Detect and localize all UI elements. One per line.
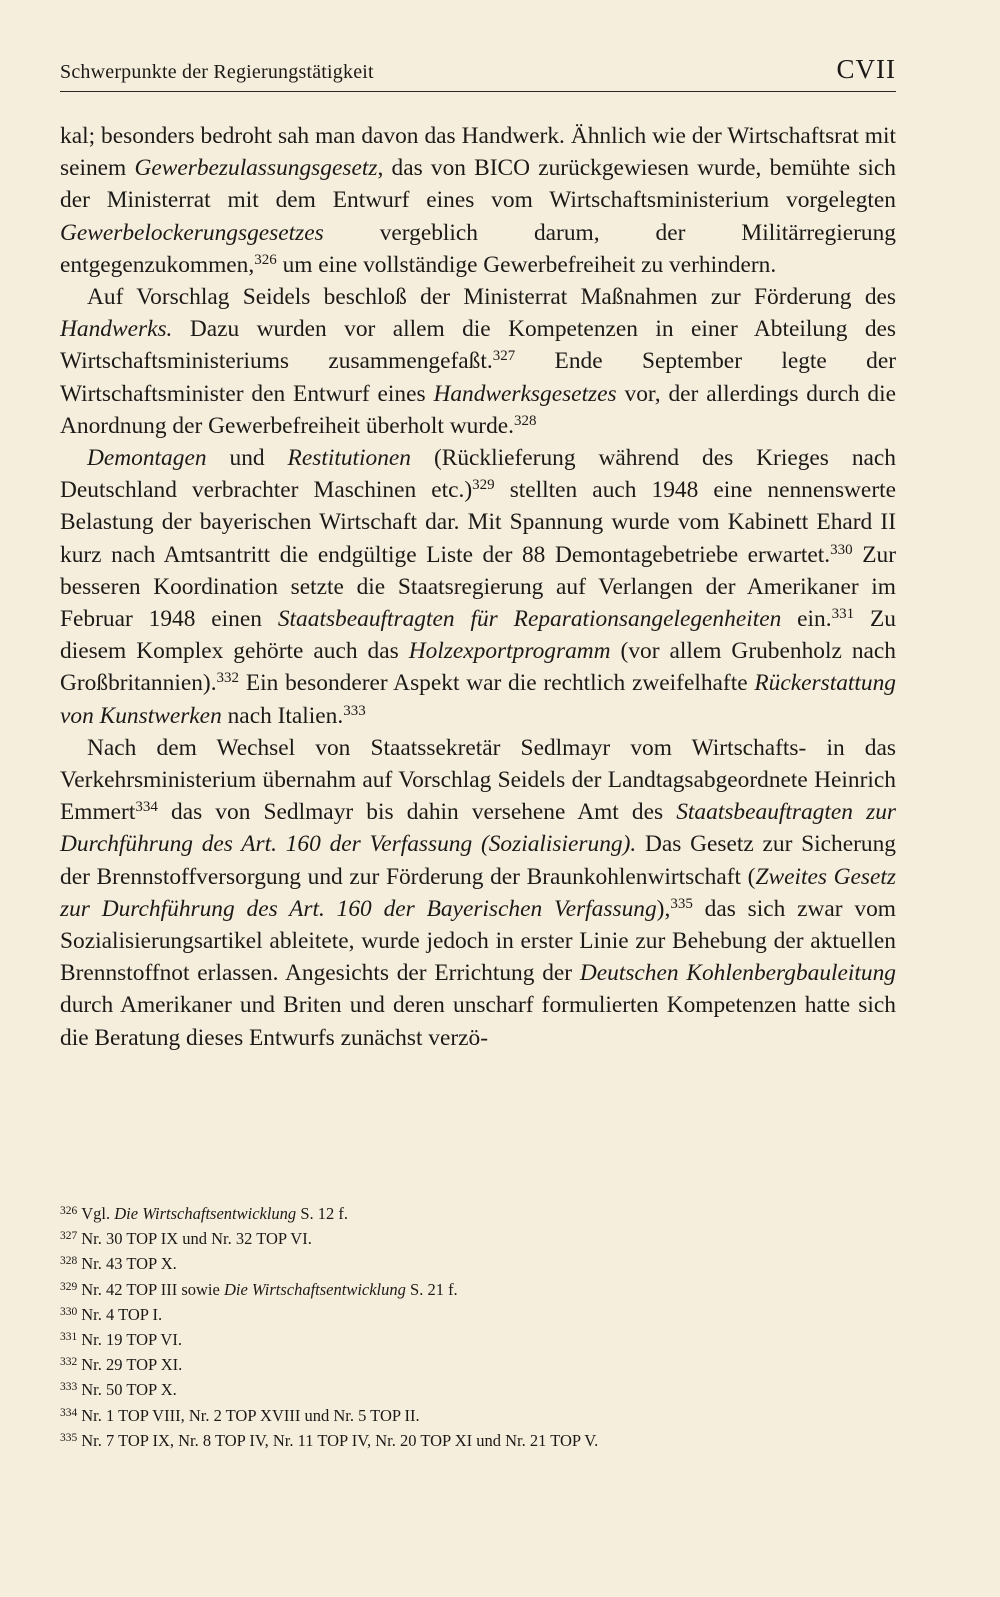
text-run: um eine vollständige Gewerbefreiheit zu verhindern. xyxy=(276,251,777,278)
italic-term: Demontagen xyxy=(87,445,207,472)
text-run: Nr. 1 TOP VIII, Nr. 2 TOP XVIII und Nr. 5 TOP II. xyxy=(81,1405,420,1425)
text-run: Nr. 50 TOP X. xyxy=(81,1380,177,1400)
paragraph xyxy=(60,120,896,281)
footnote-reference: 331 xyxy=(831,606,855,623)
text-run: und xyxy=(206,445,288,472)
footnote xyxy=(60,1250,896,1275)
text-run: ), xyxy=(656,895,671,922)
text-run: Das Gesetz zur Sicherung der Brennstoffversorgung und zur Förderung der Braunkohlenwirtschaft ( xyxy=(60,831,896,890)
text-run: ein. xyxy=(781,606,832,633)
text-run: Auf Vorschlag Seidels beschloß der Ministerrat Maßnahmen zur Förderung des xyxy=(87,284,896,311)
italic-term: Die Wirtschaftsentwicklung xyxy=(114,1204,297,1223)
text-run: Ende September legte der Wirtschaftsminister den Entwurf eines xyxy=(60,348,896,407)
text-run: Nr. 43 TOP X. xyxy=(81,1254,177,1274)
footnote-reference: 329 xyxy=(472,477,495,494)
text-run: Nr. 42 TOP III sowie xyxy=(81,1279,224,1299)
text-run: vergeblich darum, der Militärregierung entgegenzukommen, xyxy=(60,219,896,278)
text-run: Nr. 19 TOP VI. xyxy=(81,1330,182,1350)
paragraph xyxy=(60,732,896,1054)
italic-term: Gewerbezulassungsgesetz xyxy=(134,155,378,182)
paragraph xyxy=(60,281,896,442)
italic-term: Deutschen Kohlenbergbauleitung xyxy=(579,960,897,987)
text-run: durch Amerikaner und Briten und deren unscharf formulierten Kompetenzen hatte sich die Beratung dieses Entwurfs zunächst verzö- xyxy=(60,992,896,1051)
text-run: Nr. 29 TOP XI. xyxy=(81,1355,183,1375)
footnote xyxy=(60,1301,896,1326)
footnote xyxy=(60,1427,896,1452)
footnote-number: 326 xyxy=(60,1205,78,1217)
footnote-number: 327 xyxy=(60,1230,78,1243)
text-run: Nr. 4 TOP I. xyxy=(81,1304,163,1324)
footnote xyxy=(60,1351,896,1376)
text-run: Nr. 7 TOP IX, Nr. 8 TOP IV, Nr. 11 TOP IV, Nr. 20 TOP XI und Nr. 21 TOP V. xyxy=(81,1430,599,1450)
text-run: stellten auch 1948 eine nennenswerte Belastung der bayerischen Wirtschaft dar. Mit Spannung wurde vom Kabinett Ehard II kurz nach Amtsantritt die endgültige Liste der 88 Demontagebetriebe erwartet. xyxy=(60,477,896,568)
footnote-reference: 333 xyxy=(343,702,366,719)
footnote-number: 332 xyxy=(60,1356,78,1369)
italic-term: Gewerbelockerungsgesetzes xyxy=(60,219,324,246)
footnote xyxy=(60,1402,896,1427)
text-run: kal; besonders bedroht sah man davon das Handwerk. Ähnlich wie der Wirtschaftsrat mit seinem xyxy=(60,123,896,182)
footnote-number: 329 xyxy=(60,1280,78,1293)
italic-term: Staatsbeauftragten zur Durchführung des Art. 160 der Verfassung (Sozialisierung). xyxy=(60,799,896,858)
text-run: S. 12 f. xyxy=(296,1204,348,1223)
text-run: Ein besonderer Aspekt war die rechtlich zweifelhafte xyxy=(239,670,755,697)
italic-term: Die Wirtschaftsentwicklung xyxy=(223,1279,406,1299)
footnote-number: 331 xyxy=(60,1331,78,1344)
text-run: vor, der allerdings durch die Anordnung der Gewerbefreiheit überholt wurde. xyxy=(60,380,896,439)
text-run: nach Italien. xyxy=(221,702,344,729)
italic-term: Handwerks. xyxy=(60,316,173,343)
footnote xyxy=(60,1376,896,1401)
text-run: Vgl. xyxy=(81,1204,115,1223)
text-run: Nach dem Wechsel von Staatssekretär Sedlmayr vom Wirtschafts- in das Verkehrsministerium übernahm auf Vorschlag Seidels der Landtagsabgeordnete Heinrich Emmert xyxy=(60,734,896,826)
footnote-number: 330 xyxy=(60,1305,78,1318)
text-run: (Rücklieferung während des Krieges nach Deutschland verbrachter Maschinen etc.) xyxy=(60,445,896,504)
italic-term: Restitutionen xyxy=(287,445,411,472)
text-run: das sich zwar vom Sozialisierungsartikel ableitete, wurde jedoch in erster Linie zur Behebung der aktuellen Brennstoffnot erlassen. Angesichts der Errichtung der xyxy=(60,895,896,987)
footnote xyxy=(60,1276,896,1301)
italic-term: Staatsbeauftragten für Reparationsangelegenheiten xyxy=(277,606,782,633)
footnote-number: 335 xyxy=(60,1431,78,1444)
text-run: das von Sedlmayr bis dahin versehene Amt des xyxy=(157,799,677,826)
text-run: Dazu wurden vor allem die Kompetenzen in einer Abteilung des Wirtschaftsministeriums zusammengefaßt. xyxy=(60,316,896,375)
footnote xyxy=(60,1200,896,1225)
text-run: , das von BICO zurückgewiesen wurde, bemühte sich der Ministerrat mit dem Entwurf eines vom Wirtschaftsministerium vorgelegten xyxy=(60,155,896,214)
text-run: Nr. 30 TOP IX und Nr. 32 TOP VI. xyxy=(81,1229,312,1249)
text-run: (vor allem Grubenholz nach Großbritannien). xyxy=(60,638,896,697)
footnotes xyxy=(60,1200,896,1452)
italic-term: Zweites Gesetz zur Durchführung des Art. 160 der Bayerischen Verfassung xyxy=(60,863,896,922)
footnote-number: 334 xyxy=(60,1406,78,1419)
footnote-reference: 328 xyxy=(514,412,537,429)
footnote-reference: 330 xyxy=(830,541,853,558)
footnote-reference: 326 xyxy=(254,251,277,268)
footnote-number: 328 xyxy=(60,1255,78,1268)
italic-term: Holzexportprogramm xyxy=(408,638,611,665)
footnote-reference: 335 xyxy=(670,895,693,912)
text-run: Zur besseren Koordination setzte die Staatsregierung auf Verlangen der Amerikaner im Februar 1948 einen xyxy=(60,541,896,633)
footnote-reference: 334 xyxy=(135,799,158,816)
running-head-title: Schwerpunkte der Regierungstätigkeit xyxy=(60,61,374,83)
footnote-number: 333 xyxy=(60,1381,78,1394)
footnote-reference: 332 xyxy=(216,670,240,687)
paragraph xyxy=(60,442,896,732)
text-run: Zu diesem Komplex gehörte auch das xyxy=(60,606,896,665)
footnote xyxy=(60,1225,896,1250)
running-head xyxy=(60,54,896,92)
italic-term: Handwerksgesetzes xyxy=(433,380,617,407)
italic-term: Rückerstattung von Kunstwerken xyxy=(60,670,896,729)
text-run: S. 21 f. xyxy=(405,1279,458,1299)
page-number: CVII xyxy=(836,54,896,84)
footnote-reference: 327 xyxy=(492,348,516,365)
body-text xyxy=(60,120,896,1054)
footnote xyxy=(60,1326,896,1351)
